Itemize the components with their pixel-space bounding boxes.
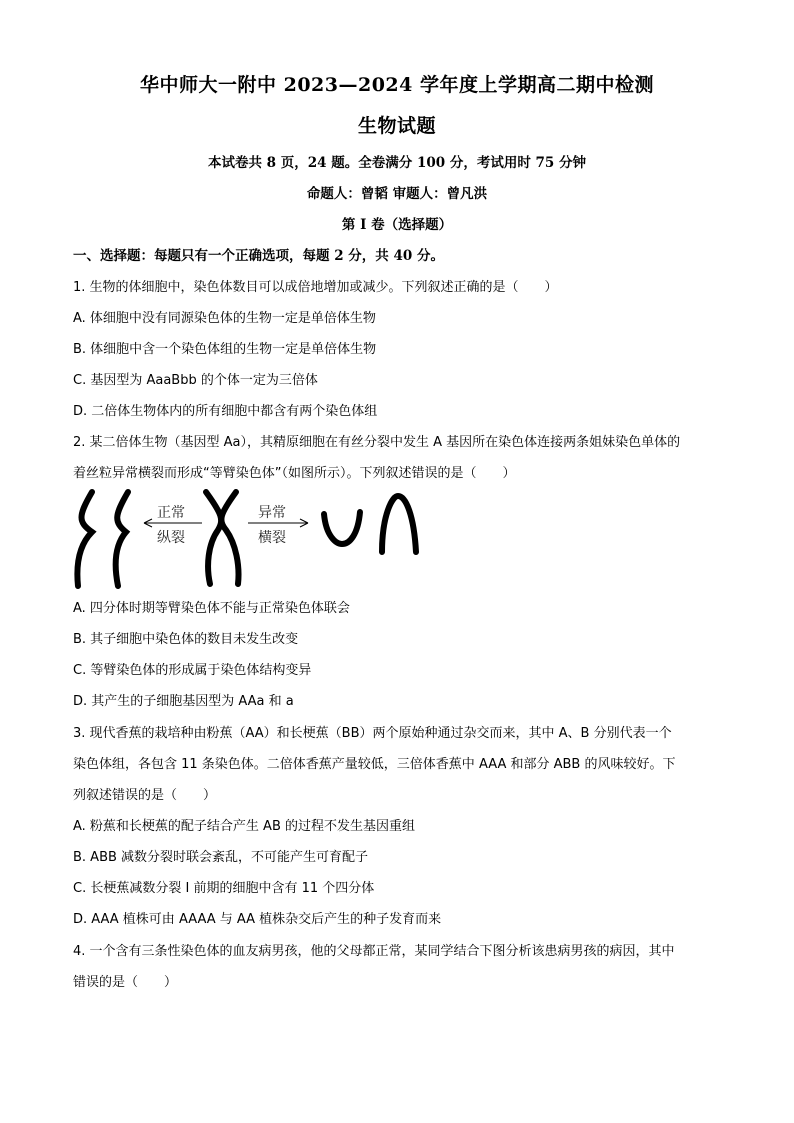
- option-c: C. 基因型为 AaaBbb 的个体一定为三倍体: [73, 373, 318, 388]
- subject-title: 生物试题: [357, 115, 436, 137]
- exam-title: 华中师大一附中 2023—2024 学年度上学期高二期中检测: [140, 74, 654, 96]
- option-a: A. 四分体时期等臂染色体不能与正常染色体联会: [73, 601, 350, 616]
- question-stem: 4. 一个含有三条性染色体的血友病男孩，他的父母都正常，某同学结合下图分析该患病男孩的病因，其中: [73, 944, 675, 959]
- option-b: B. 其子细胞中染色体的数目未发生改变: [73, 632, 299, 647]
- exam-info: 本试卷共 8 页，24 题。全卷满分 100 分，考试用时 75 分钟: [207, 155, 587, 171]
- chromatid-left: [77, 492, 92, 586]
- chromatid-right: [116, 492, 128, 586]
- option-d: D. AAA 植株可由 AAAA 与 AA 植株杂交后产生的种子发育而来: [73, 912, 442, 927]
- option-a: A. 体细胞中没有同源染色体的生物一定是单倍体生物: [73, 311, 376, 326]
- question-stem: 1. 生物的体细胞中，染色体数目可以成倍地增加或减少。下列叙述正确的是（ ）: [73, 280, 558, 295]
- option-b: B. ABB 减数分裂时联会紊乱，不可能产生可育配子: [73, 850, 369, 865]
- option-a: A. 粉蕉和长梗蕉的配子结合产生 AB 的过程不发生基因重组: [73, 819, 416, 834]
- part-title: 第 I 卷（选择题）: [341, 217, 453, 233]
- normal-label-1: 正常: [157, 505, 185, 521]
- abnormal-label-1: 异常: [258, 505, 286, 521]
- chromosome-right-arm: [221, 492, 238, 584]
- question-stem: 错误的是（ ）: [73, 975, 178, 990]
- option-d: D. 二倍体生物体内的所有细胞中都含有两个染色体组: [73, 404, 378, 419]
- question-stem: 着丝粒异常横裂而形成“等臂染色体”（如图所示）。下列叙述错误的是（ ）: [73, 466, 516, 481]
- question-stem: 染色体组，各包含 11 条染色体。二倍体香蕉产量较低，三倍体香蕉中 AAA 和部分 ABB 的风味较好。下: [73, 757, 676, 772]
- isochromosome-u: [324, 512, 360, 544]
- question-stem: 3. 现代香蕉的栽培种由粉蕉（AA）和长梗蕉（BB）两个原始种通过杂交而来，其中 A、B 分别代表一个: [73, 726, 672, 741]
- isochromosome-arch: [382, 496, 416, 552]
- option-b: B. 体细胞中含一个染色体组的生物一定是单倍体生物: [73, 342, 377, 357]
- option-c: C. 等臂染色体的形成属于染色体结构变异: [73, 663, 312, 678]
- question-stem: 2. 某二倍体生物（基因型 Aa），其精原细胞在有丝分裂中发生 A 基因所在染色体连接两条姐妹染色单体的: [73, 435, 681, 450]
- normal-label-2: 纵裂: [157, 530, 185, 546]
- abnormal-label-2: 横裂: [258, 530, 286, 546]
- isochromosome-figure: [70, 486, 430, 590]
- option-c: C. 长梗蕉减数分裂 I 前期的细胞中含有 11 个四分体: [73, 881, 375, 896]
- chromosome-left-arm: [206, 492, 221, 584]
- question-stem: 列叙述错误的是（ ）: [73, 788, 217, 803]
- exam-authors: 命题人：曾韬 审题人：曾凡洪: [306, 186, 488, 202]
- section-heading: 一、选择题：每题只有一个正确选项，每题 2 分，共 40 分。: [73, 248, 444, 264]
- option-d: D. 其产生的子细胞基因型为 AAa 和 a: [73, 694, 294, 709]
